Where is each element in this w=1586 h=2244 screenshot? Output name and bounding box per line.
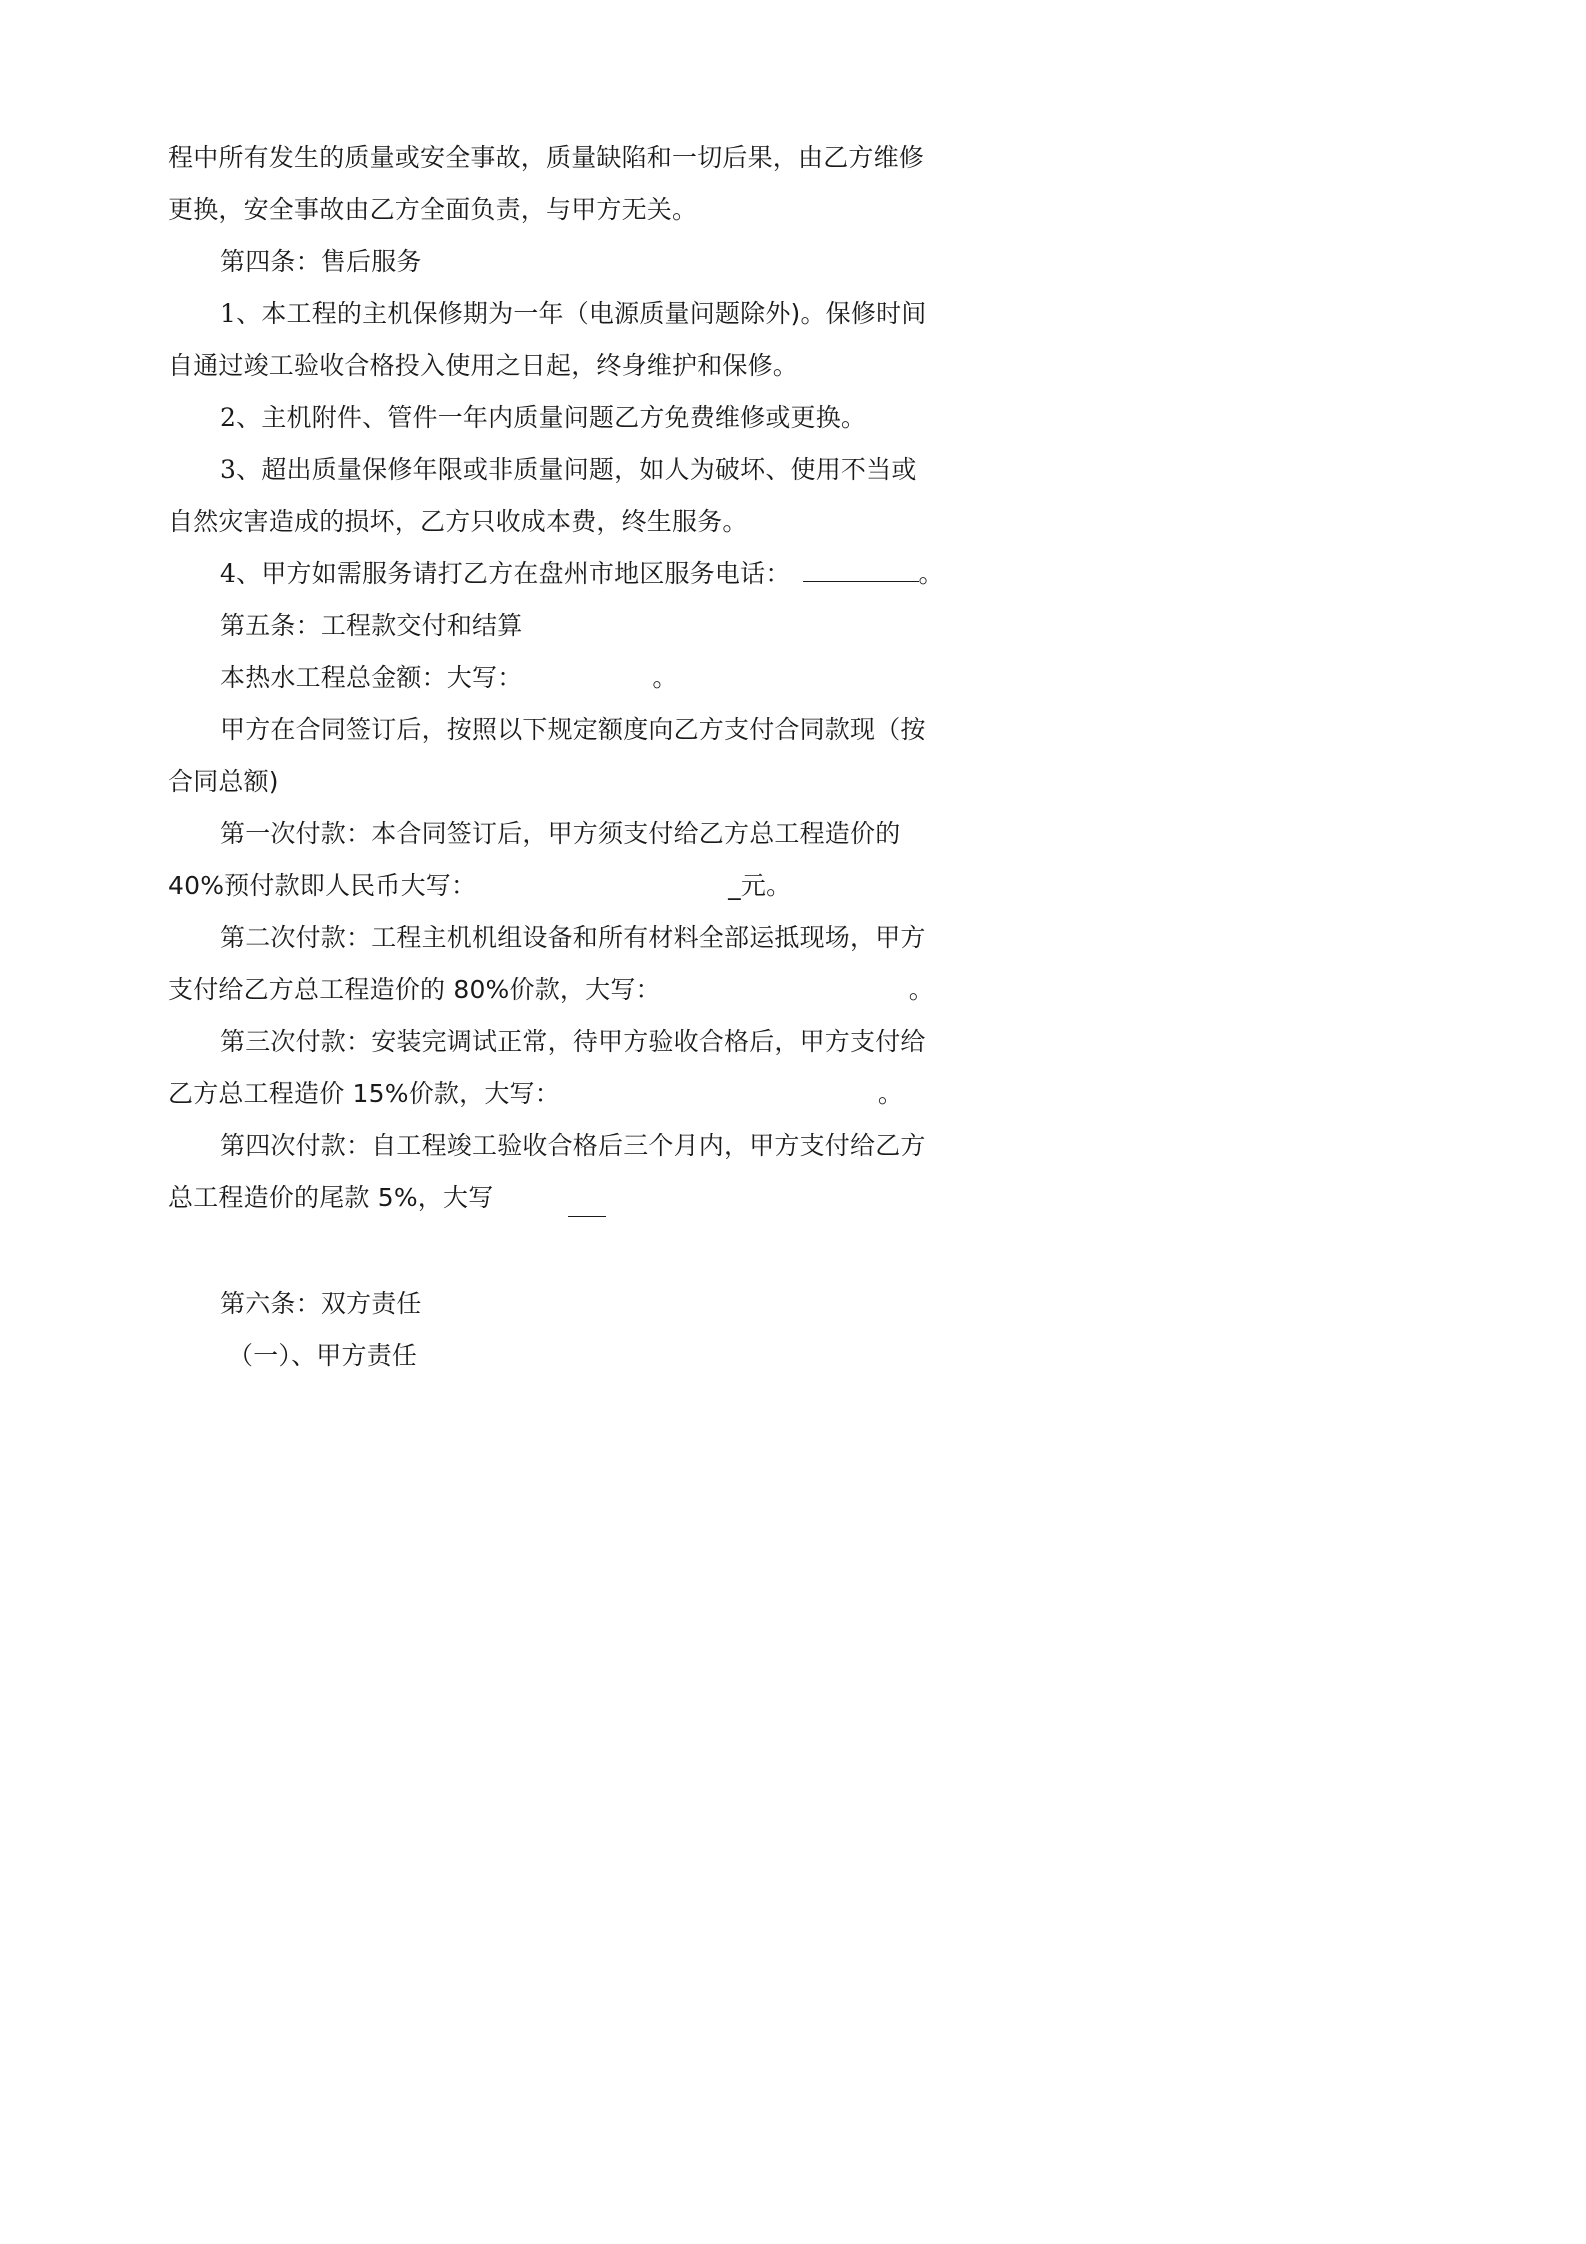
payment-4-line: 第四次付款：自工程竣工验收合格后三个月内，甲方支付给乙方 xyxy=(220,1131,926,1160)
payment-2-blank xyxy=(661,997,909,998)
article-title: 工程款交付和结算 xyxy=(320,611,523,640)
clause-3-continuation: 自然灾害造成的损坏，乙方只收成本费，终生服务。 xyxy=(168,507,748,536)
total-amount-label: 本热水工程总金额：大写： xyxy=(220,663,523,692)
payment-3-continuation xyxy=(168,1078,948,1110)
clause-1-line xyxy=(220,298,948,330)
payment-4-blank-line xyxy=(568,1216,606,1217)
clause-number: 1、 xyxy=(220,299,262,328)
clause-end-punct: 。 xyxy=(918,559,944,588)
total-amount-blank xyxy=(522,685,652,686)
article-4-heading xyxy=(220,246,948,278)
clause-2-line xyxy=(220,402,948,434)
payment-3-label: 乙方总工程造价 15%价款，大写： xyxy=(168,1079,560,1108)
payment-2-end: 。 xyxy=(908,975,934,1004)
total-amount-end: 。 xyxy=(652,663,678,692)
document-page xyxy=(0,0,1104,1562)
clause-number: 3、 xyxy=(220,455,262,484)
payment-2-continuation xyxy=(168,974,948,1006)
total-amount-line xyxy=(220,662,948,694)
clause-4-line xyxy=(220,558,948,590)
payment-1-continuation xyxy=(168,870,948,902)
clause-number: 2、 xyxy=(220,403,262,432)
article-number: 第四条： xyxy=(220,247,321,276)
article-6-heading xyxy=(220,1288,948,1320)
payment-3-blank xyxy=(560,1101,878,1102)
section-number: （一） xyxy=(228,1341,292,1370)
article-title: 售后服务 xyxy=(320,247,422,276)
payment-intro-line: 甲方在合同签订后，按照以下规定额度向乙方支付合同款现（按 xyxy=(220,715,926,744)
payment-1-label: 40%预付款即人民币大写： xyxy=(168,871,477,900)
payment-4-continuation: 总工程造价的尾款 5%，大写 xyxy=(168,1183,494,1212)
article-title: 双方责任 xyxy=(320,1289,422,1318)
clause-3-line xyxy=(220,454,948,486)
clause-text: 主机附件、管件一年内质量问题乙方免费维修或更换。 xyxy=(261,403,867,432)
clause-number: 4、 xyxy=(220,559,262,588)
paragraph-line: 程中所有发生的质量或安全事故，质量缺陷和一切后果，由乙方维修 xyxy=(168,143,925,172)
article-number: 第五条： xyxy=(220,611,321,640)
article-number: 第六条： xyxy=(220,1289,321,1318)
clause-text: 甲方如需服务请打乙方在盘州市地区服务电话： xyxy=(261,559,791,588)
payment-intro-continuation: 合同总额) xyxy=(168,767,279,796)
section-1-heading xyxy=(228,1340,1008,1372)
clause-text: 超出质量保修年限或非质量问题，如人为破坏、使用不当或 xyxy=(261,455,917,484)
payment-3-line: 第三次付款：安装完调试正常，待甲方验收合格后，甲方支付给 xyxy=(220,1027,926,1056)
article-5-heading xyxy=(220,610,948,642)
payment-3-end: 。 xyxy=(877,1079,904,1108)
paragraph-line: 更换，安全事故由乙方全面负责，与甲方无关。 xyxy=(168,195,698,224)
clause-text: 本工程的主机保修期为一年（电源质量问题除外)。保修时间 xyxy=(261,299,927,328)
payment-2-line: 第二次付款：工程主机机组设备和所有材料全部运抵现场，甲方 xyxy=(220,923,926,952)
phone-blank-line xyxy=(803,580,919,582)
payment-1-line: 第一次付款：本合同签订后，甲方须支付给乙方总工程造价的 xyxy=(220,819,901,848)
payment-2-label: 支付给乙方总工程造价的 80%价款，大写： xyxy=(168,975,661,1004)
section-title: 、甲方责任 xyxy=(291,1341,418,1370)
payment-1-unit: _元。 xyxy=(728,871,792,900)
clause-1-continuation: 自通过竣工验收合格投入使用之日起，终身维护和保修。 xyxy=(168,351,799,380)
payment-1-blank xyxy=(476,893,728,894)
